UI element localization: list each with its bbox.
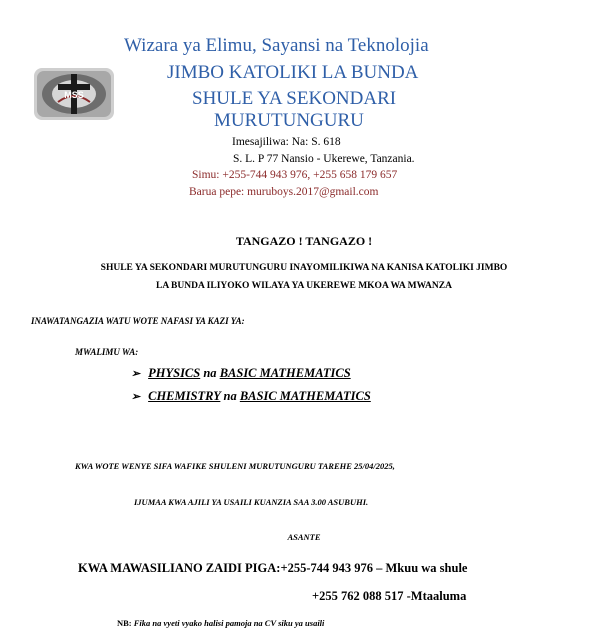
- school-heading-line1: SHULE YA SEKONDARI: [192, 88, 397, 109]
- interview-time-line: IJUMAA KWA AJILI YA USAILI KUANZIA SAA 3.00 ASUBUHI.: [134, 497, 369, 507]
- contact-academic-master: +255 762 088 517 -Mtaaluma: [312, 589, 467, 603]
- position-joiner: na: [223, 389, 237, 403]
- school-logo: [34, 68, 114, 120]
- phone-contacts: Simu: +255-744 943 976, +255 658 179 657: [192, 169, 398, 181]
- postal-address: S. L. P 77 Nansio - Ukerewe, Tanzania.: [233, 153, 415, 165]
- report-date-line: KWA WOTE WENYE SIFA WAFIKE SHULENI MURUTUNGURU TAREHE 25/04/2025,: [75, 461, 395, 471]
- position-subject2: BASIC MATHEMATICS: [239, 389, 371, 403]
- contact-label: KWA MAWASILIANO ZAIDI PIGA:: [78, 561, 281, 575]
- position-subject1: CHEMISTRY: [148, 389, 221, 403]
- position-item: [131, 366, 351, 381]
- position-joiner: na: [203, 366, 217, 380]
- contact-line: [78, 561, 467, 576]
- notice-intro-line1: SHULE YA SEKONDARI MURUTUNGURU INAYOMILIKIWA NA KANISA KATOLIKI JIMBO: [100, 263, 508, 273]
- diocese-heading: JIMBO KATOLIKI LA BUNDA: [167, 62, 419, 83]
- position-subject1: PHYSICS: [148, 366, 201, 380]
- position-item: [131, 389, 371, 404]
- email-address: Barua pepe: muruboys.2017@gmail.com: [189, 186, 379, 198]
- job-invitation: INAWATANGAZIA WATU WOTE NAFASI YA KAZI YA:: [31, 316, 245, 326]
- logo-text: MSS: [64, 90, 84, 100]
- nb-text: Fika na vyeti vyako halisi pamoja na CV siku ya usaili: [133, 618, 325, 628]
- arrow-bullet-icon: ➢: [131, 368, 141, 380]
- school-heading-line2: MURUTUNGURU: [214, 110, 364, 131]
- notice-title: TANGAZO ! TANGAZO !: [235, 234, 373, 248]
- thanks-text: ASANTE: [287, 532, 321, 542]
- position-label: MWALIMU WA:: [75, 347, 139, 357]
- notice-intro-line2: LA BUNDA ILIYOKO WILAYA YA UKEREWE MKOA WA MWANZA: [156, 281, 452, 291]
- nb-note: [117, 618, 324, 628]
- registration-number: Imesajiliwa: Na: S. 618: [232, 136, 341, 148]
- position-subject2: BASIC MATHEMATICS: [219, 366, 351, 380]
- ministry-heading: Wizara ya Elimu, Sayansi na Teknolojia: [124, 35, 429, 56]
- nb-label: NB:: [117, 618, 132, 628]
- arrow-bullet-icon: ➢: [131, 391, 141, 403]
- contact-head-teacher: +255-744 943 976 – Mkuu wa shule: [280, 561, 468, 575]
